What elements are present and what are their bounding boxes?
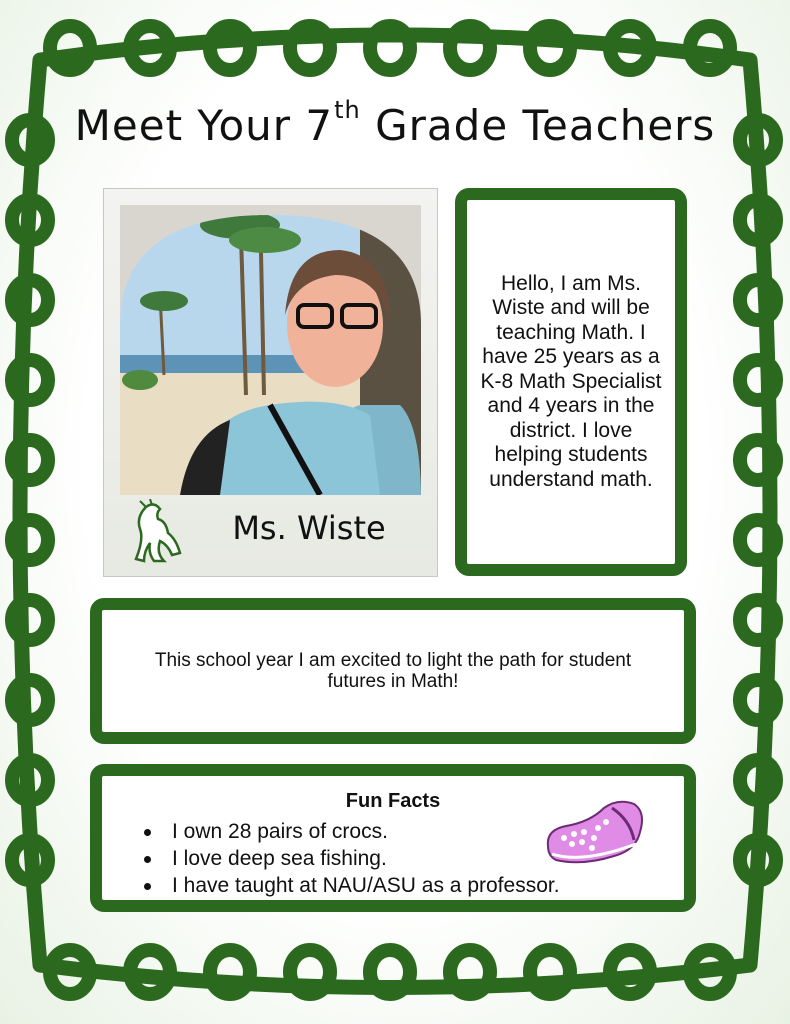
mustang-icon bbox=[126, 499, 184, 565]
border-loop bbox=[12, 440, 48, 480]
border-loop bbox=[50, 26, 90, 70]
goal-box bbox=[90, 598, 696, 744]
border-loop bbox=[530, 26, 570, 70]
border-loop bbox=[740, 520, 776, 560]
teacher-photo bbox=[120, 205, 421, 495]
teacher-name: Ms. Wiste bbox=[232, 509, 386, 547]
border-loop bbox=[370, 26, 410, 70]
teacher-polaroid bbox=[103, 188, 438, 577]
page-title bbox=[60, 96, 730, 176]
border-loop bbox=[290, 26, 330, 70]
border-loop bbox=[210, 950, 250, 994]
fun-facts-box bbox=[90, 764, 696, 912]
fun-facts-list bbox=[144, 818, 560, 899]
title-suffix: Grade Teachers bbox=[360, 101, 716, 150]
border-loop bbox=[530, 950, 570, 994]
border-loop bbox=[12, 360, 48, 400]
border-loop bbox=[740, 680, 776, 720]
border-loop bbox=[210, 26, 250, 70]
border-loop bbox=[450, 950, 490, 994]
border-loop bbox=[740, 280, 776, 320]
border-loop bbox=[740, 360, 776, 400]
border-loop bbox=[740, 600, 776, 640]
croc-shoe-icon bbox=[542, 794, 646, 874]
list-item: I own 28 pairs of crocs. bbox=[144, 818, 560, 845]
title-prefix: Meet Your 7 bbox=[74, 101, 334, 150]
fun-facts-heading: Fun Facts bbox=[345, 790, 441, 812]
bio-box bbox=[455, 188, 687, 576]
border-loop bbox=[12, 520, 48, 560]
border-loop bbox=[740, 440, 776, 480]
border-loop bbox=[290, 950, 330, 994]
list-item: I have taught at NAU/ASU as a professor. bbox=[144, 872, 560, 899]
title-superscript: th bbox=[334, 96, 361, 124]
list-item: I love deep sea fishing. bbox=[144, 845, 560, 872]
border-loop bbox=[370, 950, 410, 994]
goal-text: This school year I am excited to light the path for student futures in Math! bbox=[154, 650, 632, 692]
border-loop bbox=[450, 26, 490, 70]
bio-text: Hello, I am Ms. Wiste and will be teaching Math. I have 25 years as a K-8 Math Specialist and 4 years in the district. I love helping students understand math. bbox=[480, 271, 662, 491]
border-loop bbox=[12, 600, 48, 640]
